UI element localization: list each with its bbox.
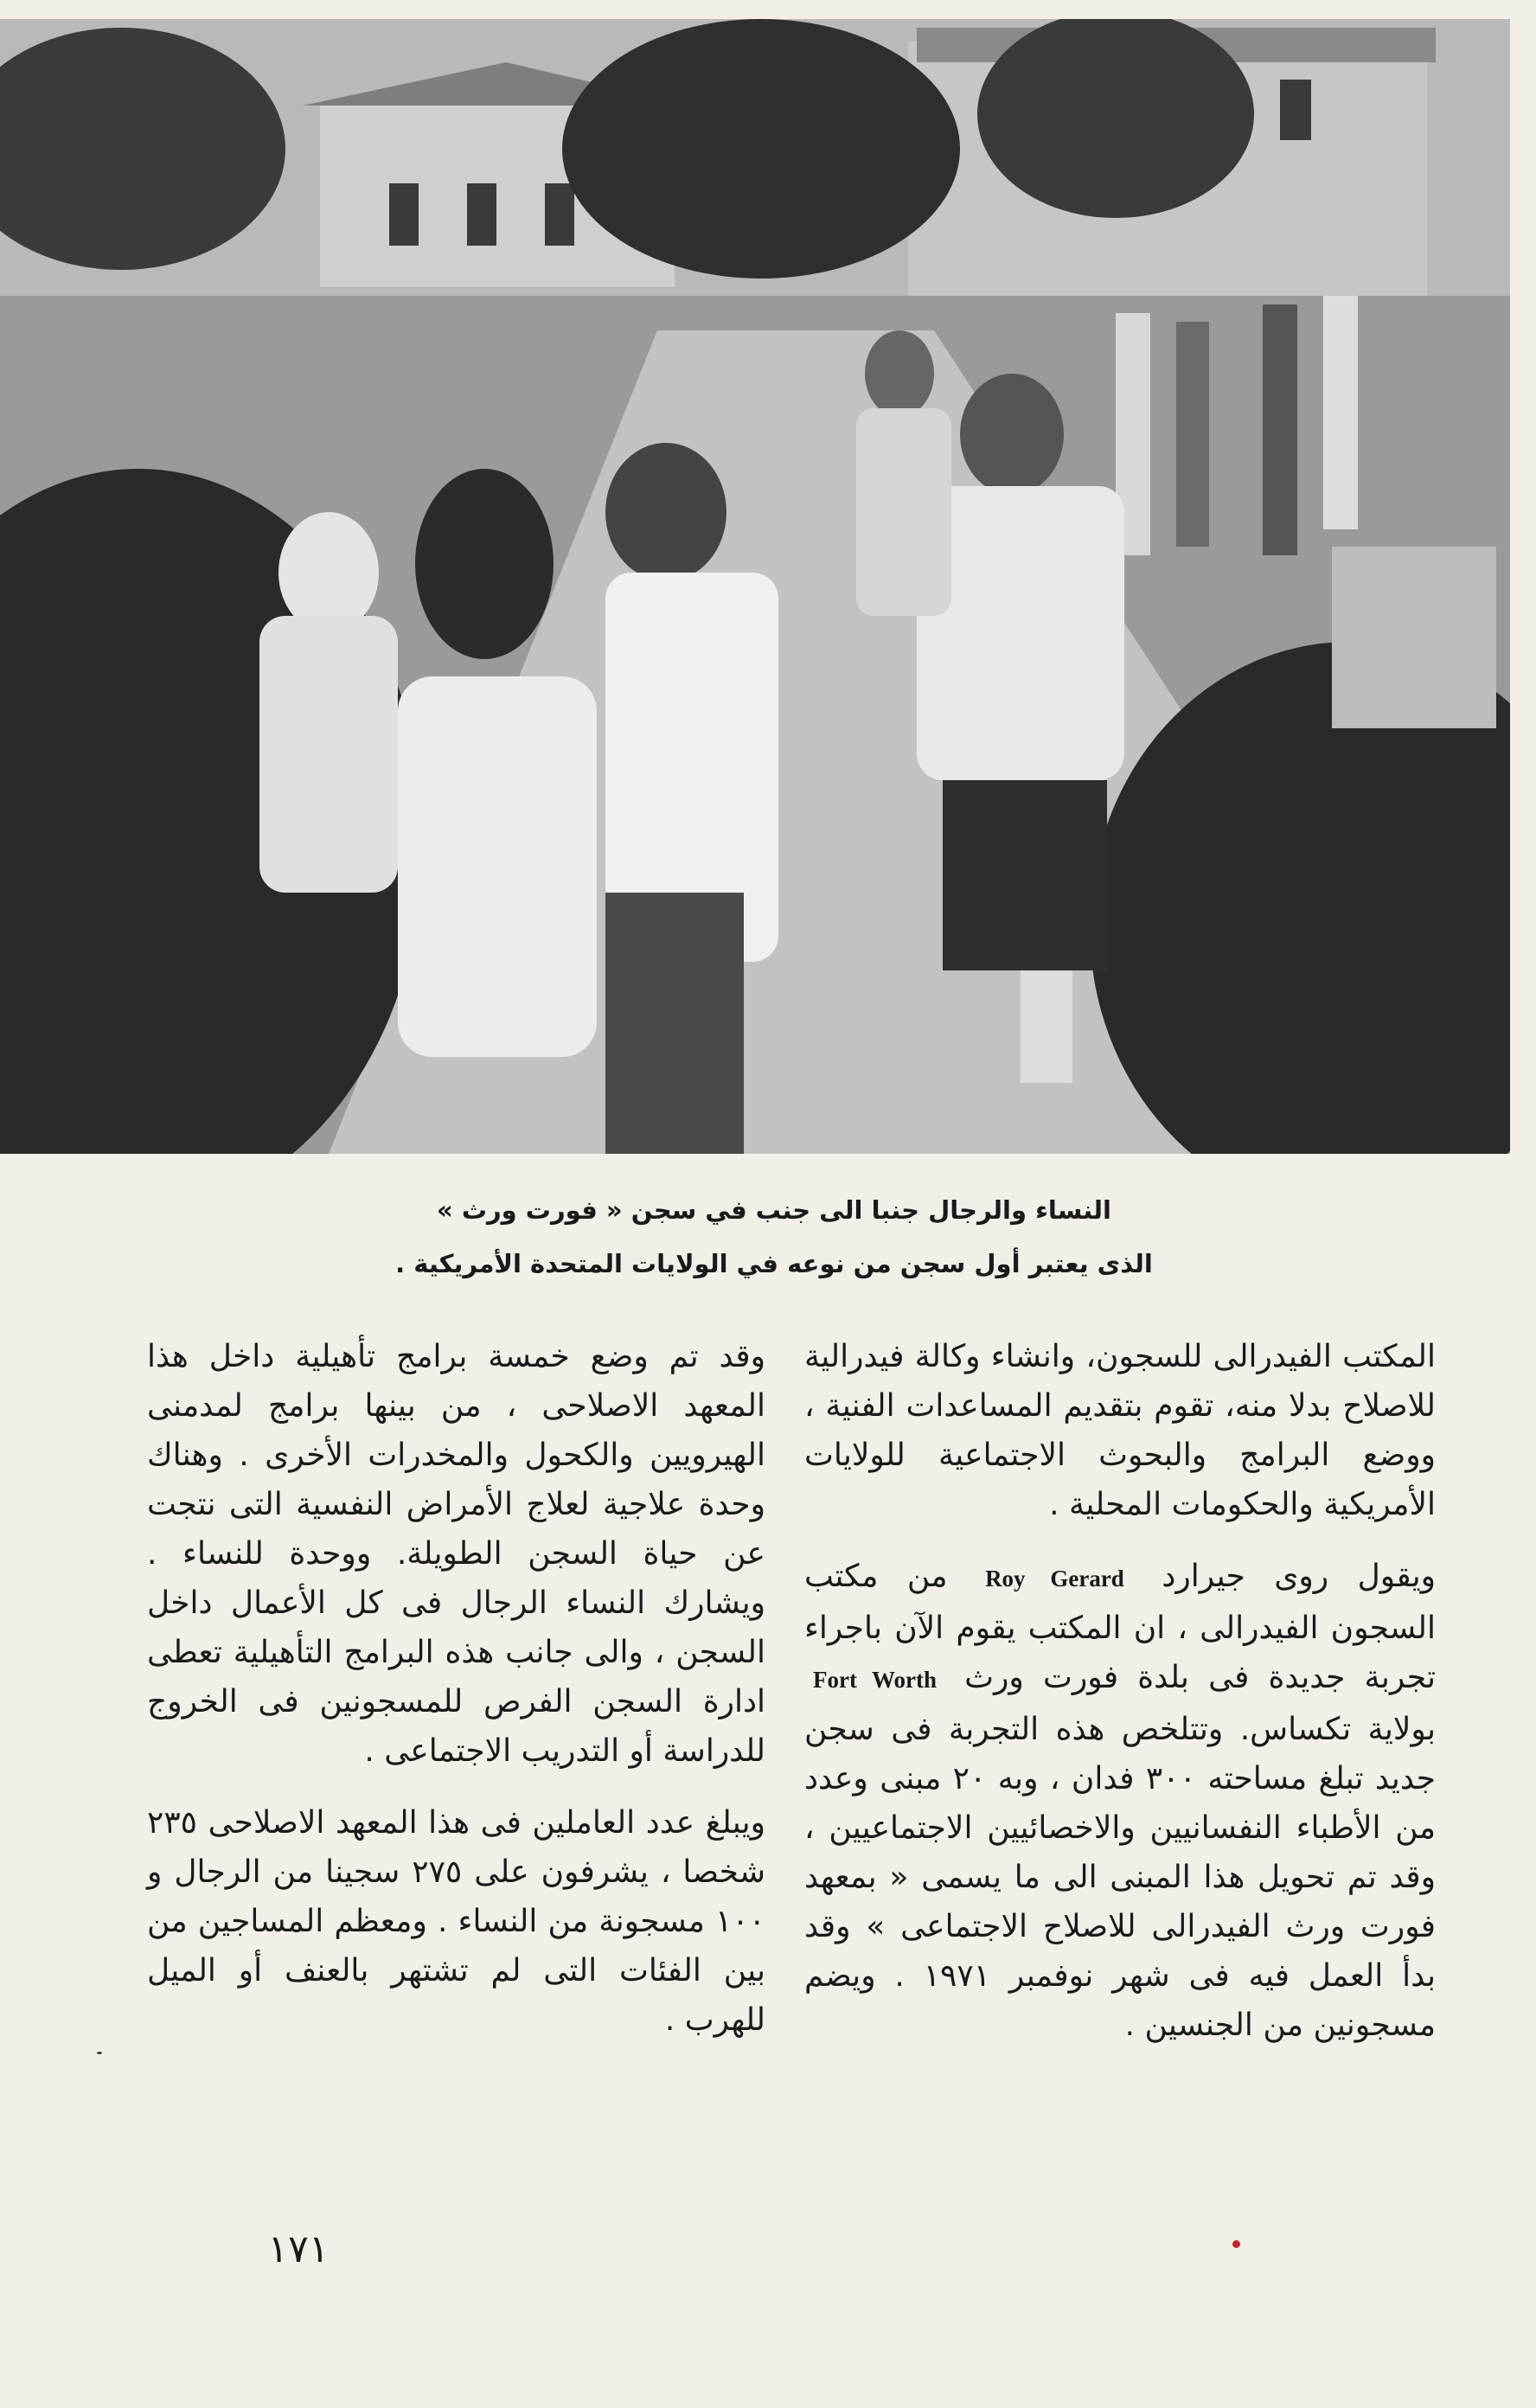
- text-segment: من مكتب السجون الفيدرالى ، ان المكتب يقوم الآن باجراء تجربة جديدة فى بلدة فورت ورث: [804, 1559, 1436, 1695]
- latin-name-roy-gerard: Roy Gerard: [985, 1566, 1124, 1591]
- ink-speck: [1232, 2240, 1240, 2248]
- photo-caption: [259, 1183, 1289, 1290]
- caption-line-2: الذى يعتبر أول سجن من نوعه في الولايات المتحدة الأمريكية .: [395, 1249, 1153, 1278]
- article-column-left: [147, 1332, 765, 2067]
- paragraph: وقد تم وضع خمسة برامج تأهيلية داخل هذا المعهد الاصلاحى ، من بينها برامج لمدمنى الهيرويين والكحول والمخدرات الأخرى . وهناك وحدة علاجية لعلاج الأمراض النفسية التى نتجت عن حياة السجن الطويلة. ووحدة للنساء . ويشارك النساء الرجال فى كل الأعمال داخل السجن ، والى جانب هذه البرامج التأهيلية تعطى ادارة السجن الفرص للمسجونين فى الخروج للدراسة أو التدريب الاجتماعى .: [147, 1339, 765, 1769]
- photo-illustration: [0, 19, 1510, 1154]
- paragraph: ويبلغ عدد العاملين فى هذا المعهد الاصلاحى ٢٣٥ شخصا ، يشرفون على ٢٧٥ سجينا من الرجال و ١٠٠ مسجونة من النساء . ومعظم المساجين من بين الفئات التى لم تشتهر بالعنف أو الميل للهرب .: [147, 1805, 765, 2038]
- photo-prison-courtyard: [0, 19, 1510, 1154]
- text-segment: بولاية تكساس. وتتلخص هذه التجربة فى سجن جديد تبلغ مساحته ٣٠٠ فدان ، وبه ٢٠ مبنى وعدد من الأطباء النفسانيين والاخصائيين الاجتماعيين ، وقد تم تحويل هذا المبنى الى ما يسمى « بمعهد فورت ورث الفيدرالى للاصلاح الاجتماعى » وقد بدأ العمل فيه فى شهر نوفمبر ١٩٧١ . ويضم مسجونين من الجنسين .: [804, 1712, 1436, 2043]
- paragraph-with-names: [804, 1552, 1436, 2050]
- ink-speck: [97, 2052, 102, 2054]
- caption-line-1: النساء والرجال جنبا الى جنب في سجن « فورت ورث »: [437, 1195, 1111, 1225]
- paragraph: المكتب الفيدرالى للسجون، وانشاء وكالة فيدرالية للاصلاح بدلا منه، تقوم بتقديم المساعدات الفنية ، ووضع البرامج والبحوث الاجتماعية للولايات الأمريكية والحكومات المحلية .: [804, 1339, 1436, 1522]
- article-column-right: [804, 1332, 1436, 2072]
- text-segment: ويقول روى جيرارد: [1162, 1559, 1437, 1594]
- page-number: ١٧١: [267, 2227, 330, 2271]
- latin-name-fort-worth: Fort Worth: [813, 1667, 937, 1693]
